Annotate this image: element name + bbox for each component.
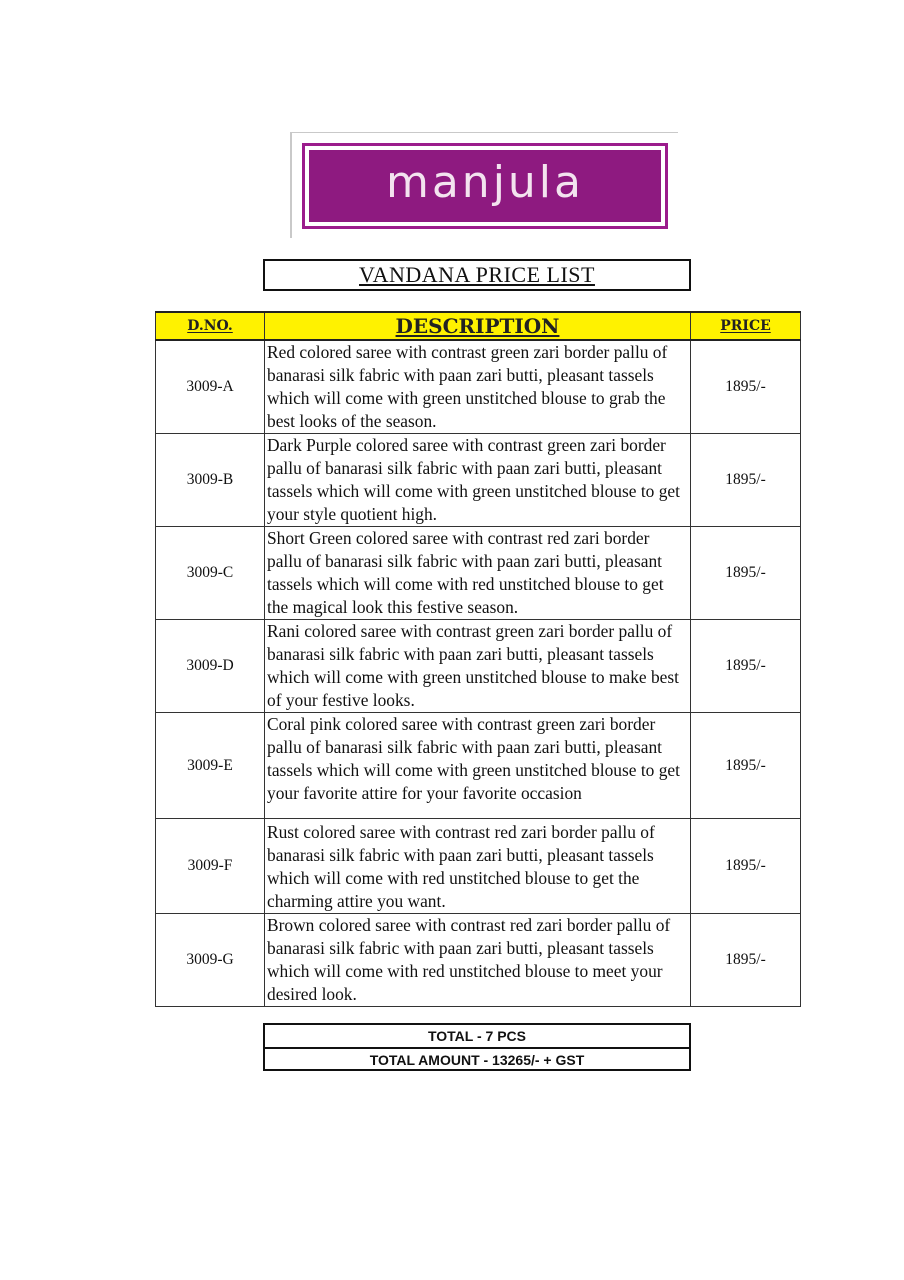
design-number: 3009-G: [156, 914, 265, 1007]
total-amount: TOTAL AMOUNT - 13265/- + GST: [369, 1052, 585, 1068]
design-number: 3009-E: [156, 713, 265, 819]
table-row: [156, 914, 801, 1007]
column-header-dno: D.NO.: [156, 312, 265, 340]
column-header-description: DESCRIPTION: [265, 312, 691, 340]
design-number: 3009-F: [156, 819, 265, 914]
brand-logo: [302, 143, 668, 229]
product-description: Red colored saree with contrast green zari border pallu of banarasi silk fabric with paan zari butti, pleasant tassels which will come with green unstitched blouse to grab the best looks of the season.: [265, 340, 691, 434]
brand-logo-text: manjula: [385, 157, 584, 208]
page-title: VANDANA PRICE LIST: [359, 262, 595, 287]
product-price: 1895/-: [691, 620, 801, 713]
product-price: 1895/-: [691, 340, 801, 434]
totals-box: [263, 1023, 691, 1071]
product-description: Brown colored saree with contrast red zari border pallu of banarasi silk fabric with paan zari butti, pleasant tassels which will come with red unstitched blouse to meet your desired look.: [265, 914, 691, 1007]
product-description: Short Green colored saree with contrast red zari border pallu of banarasi silk fabric with paan zari butti, pleasant tassels which will come with red unstitched blouse to get the magical look this festive season.: [265, 527, 691, 620]
design-number: 3009-A: [156, 340, 265, 434]
product-description: Coral pink colored saree with contrast green zari border pallu of banarasi silk fabric with paan zari butti, pleasant tassels which will come with green unstitched blouse to get your favorite attire for your favorite occasion: [265, 713, 691, 819]
table-header-row: [156, 312, 801, 340]
product-price: 1895/-: [691, 819, 801, 914]
table-row: [156, 620, 801, 713]
price-list-title-box: [263, 259, 691, 291]
table-row: [156, 527, 801, 620]
product-price: 1895/-: [691, 914, 801, 1007]
total-pieces: TOTAL - 7 PCS: [265, 1025, 689, 1049]
logo-frame-line: [290, 132, 292, 238]
design-number: 3009-B: [156, 434, 265, 527]
table-row: [156, 340, 801, 434]
column-header-price: PRICE: [691, 312, 801, 340]
table-row: [156, 713, 801, 819]
product-description: Rani colored saree with contrast green zari border pallu of banarasi silk fabric with paan zari butti, pleasant tassels which will come with green unstitched blouse to make best of your festive looks.: [265, 620, 691, 713]
product-description: Dark Purple colored saree with contrast green zari border pallu of banarasi silk fabric with paan zari butti, pleasant tassels which will come with green unstitched blouse to get your style quotient high.: [265, 434, 691, 527]
product-price: 1895/-: [691, 434, 801, 527]
table-row: [156, 434, 801, 527]
design-number: 3009-C: [156, 527, 265, 620]
price-table: [155, 311, 801, 1007]
table-row: [156, 819, 801, 914]
product-description: Rust colored saree with contrast red zari border pallu of banarasi silk fabric with paan zari butti, pleasant tassels which will come with red unstitched blouse to get the charming attire you want.: [265, 819, 691, 914]
brand-logo-banner: [309, 150, 661, 222]
product-price: 1895/-: [691, 527, 801, 620]
logo-frame-line: [290, 132, 678, 133]
design-number: 3009-D: [156, 620, 265, 713]
product-price: 1895/-: [691, 713, 801, 819]
